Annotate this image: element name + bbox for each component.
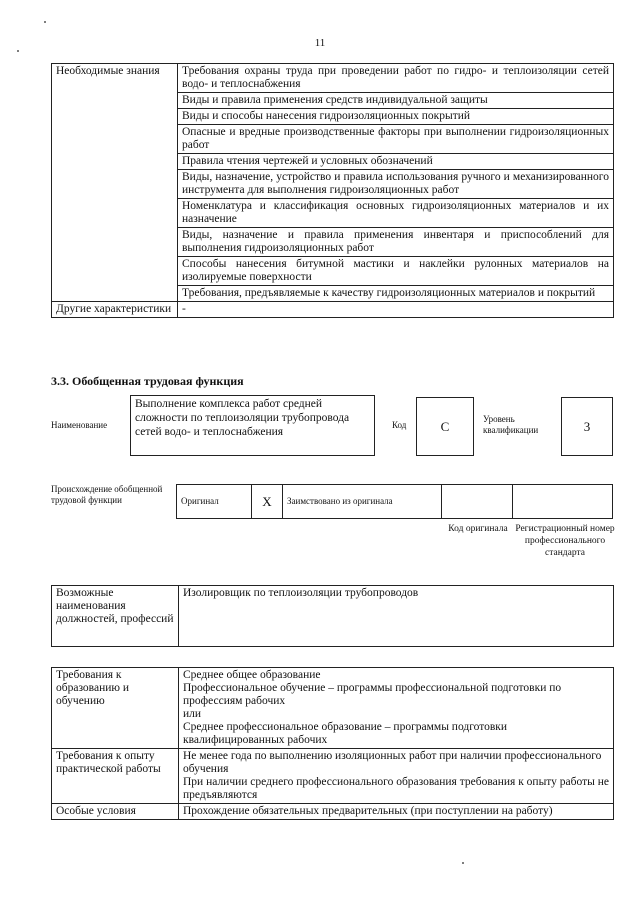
scan-speck	[462, 862, 464, 864]
table-row	[52, 668, 614, 749]
positions-table	[51, 585, 614, 647]
table-row	[52, 302, 614, 318]
experience-line: Не менее года по выполнению изоляционных работ при наличии профессионального обучения	[183, 750, 602, 775]
knowledge-item: Способы нанесения битумной мастики и наклейки рулонных материалов на изолируемые поверхности	[178, 257, 614, 286]
level-label: Уровень квалификации	[483, 414, 539, 435]
knowledge-item: Правила чтения чертежей и условных обозначений	[178, 154, 614, 170]
requirements-table	[51, 667, 614, 820]
education-line: Профессиональное обучение – программы профессиональной подготовки по профессиям рабочих	[183, 682, 562, 707]
original-mark: X	[252, 485, 283, 519]
table-row	[52, 804, 614, 820]
experience-label: Требования к опыту практической работы	[52, 749, 179, 804]
table-row	[52, 586, 614, 647]
code-label: Код	[392, 420, 407, 430]
knowledge-item: Номенклатура и классификация основных гидроизоляционных материалов и их назначение	[178, 199, 614, 228]
scan-speck	[44, 21, 46, 23]
original-label: Оригинал	[177, 485, 252, 519]
original-code-cell	[442, 485, 513, 519]
education-line: Среднее общее образование	[183, 669, 321, 681]
special-conditions-value: Прохождение обязательных предварительных (при поступлении на работу)	[179, 804, 614, 820]
function-name-box: Выполнение комплекса работ средней сложности по теплоизоляции трубопровода сетей водо- и теплоснабжения	[130, 395, 375, 456]
borrowed-label: Заимствовано из оригинала	[283, 485, 442, 519]
original-code-caption: Код оригинала	[448, 524, 508, 534]
knowledge-item: Виды и правила применения средств индивидуальной защиты	[178, 93, 614, 109]
experience-value	[179, 749, 614, 804]
knowledge-label: Необходимые знания	[52, 64, 178, 302]
table-row	[177, 485, 613, 519]
name-label: Наименование	[51, 420, 108, 430]
other-characteristics-label: Другие характеристики	[52, 302, 178, 318]
education-line: Среднее профессиональное образование – программы подготовки квалифицированных рабочих	[183, 721, 508, 746]
table-row	[52, 749, 614, 804]
section-title: 3.3. Обобщенная трудовая функция	[51, 374, 244, 388]
knowledge-table	[51, 63, 614, 318]
education-label: Требования к образованию и обучению	[52, 668, 179, 749]
experience-line: При наличии среднего профессионального образования требования к опыту работы не предъявляются	[183, 776, 609, 801]
scan-speck	[17, 50, 19, 52]
positions-label: Возможные наименования должностей, профессий	[52, 586, 179, 647]
knowledge-item: Опасные и вредные производственные факторы при выполнении гидроизоляционных работ	[178, 125, 614, 154]
knowledge-item: Требования охраны труда при проведении работ по гидро- и теплоизоляции сетей водо- и теплоснабжения	[178, 64, 614, 93]
knowledge-item: Требования, предъявляемые к качеству гидроизоляционных материалов и покрытий	[178, 286, 614, 302]
education-line: или	[183, 708, 202, 720]
positions-value: Изолировщик по теплоизоляции трубопроводов	[179, 586, 614, 647]
special-conditions-label: Особые условия	[52, 804, 179, 820]
origin-table	[176, 484, 613, 519]
registration-caption: Регистрационный номер профессионального стандарта	[515, 524, 615, 558]
knowledge-item: Виды, назначение, устройство и правила использования ручного и механизированного инструмента для выполнения гидроизоляционных работ	[178, 170, 614, 199]
origin-label: Происхождение обобщенной трудовой функции	[51, 484, 163, 505]
education-value	[179, 668, 614, 749]
table-row	[52, 64, 614, 93]
registration-number-cell	[513, 485, 613, 519]
code-value-box: C	[416, 397, 474, 456]
other-characteristics-value: -	[178, 302, 614, 318]
level-value-box: 3	[561, 397, 613, 456]
page-number: 11	[314, 37, 326, 49]
knowledge-item: Виды, назначение и правила применения инвентаря и приспособлений для выполнения гидроизоляционных работ	[178, 228, 614, 257]
knowledge-item: Виды и способы нанесения гидроизоляционных покрытий	[178, 109, 614, 125]
